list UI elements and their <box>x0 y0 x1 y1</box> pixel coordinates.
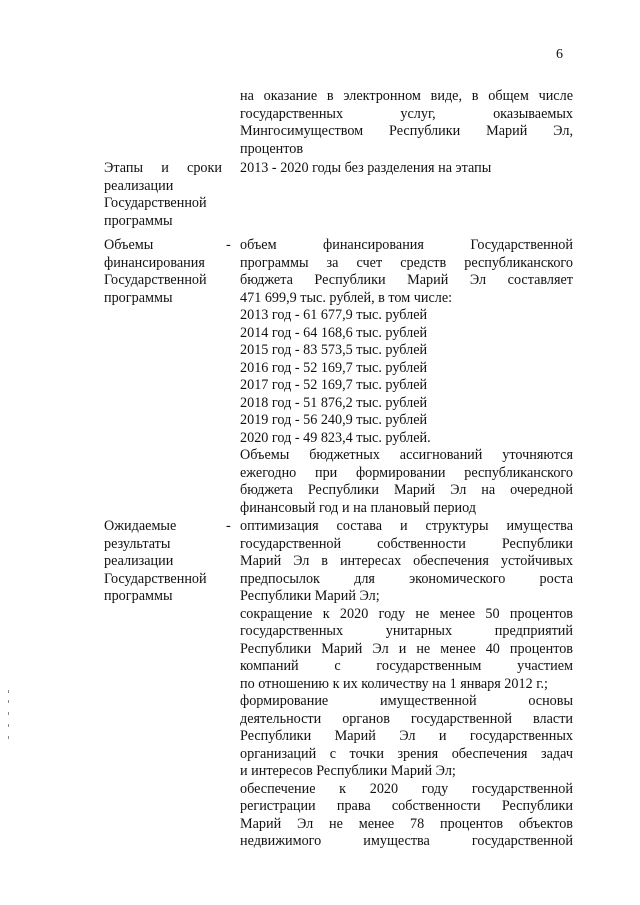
text-line: Республики Марий Эл и государственных <box>240 728 573 744</box>
label-line: финансирования <box>104 254 205 271</box>
text-line: Марий Эл в интересах обеспечения устойчивых <box>240 553 573 569</box>
continuation-text <box>240 88 573 158</box>
scan-mark <box>8 690 9 693</box>
text-line: деятельности органов государственной власти <box>240 710 573 727</box>
stages-value <box>240 160 573 178</box>
text-line: недвижимого имущества государственной <box>240 833 573 849</box>
text-line: объем финансирования Государственной <box>240 237 573 253</box>
scan-mark <box>8 736 9 739</box>
financing-label <box>104 237 222 307</box>
text-line: финансовый год и на плановый период <box>240 499 477 516</box>
text-line: государственной собственности Республики <box>240 535 573 552</box>
text-line: 471 699,9 тыс. рублей, в том числе: <box>240 289 453 306</box>
text-line: бюджета Республики Марий Эл на очередной <box>240 482 573 498</box>
label-line: Государственной <box>104 272 207 288</box>
label-line: Государственной <box>104 195 207 211</box>
label-line: программы <box>104 212 173 229</box>
text-line: на оказание в электронном виде, в общем числе <box>240 88 573 104</box>
text-line: Мингосимуществом Республики Марий Эл, <box>240 123 573 139</box>
label-line: реализации <box>104 177 174 194</box>
label-line: Ожидаемые <box>104 518 177 534</box>
scan-mark <box>8 712 9 715</box>
text-line: 2014 год - 64 168,6 тыс. рублей <box>240 324 428 341</box>
text-line: формирование имущественной основы <box>240 693 573 709</box>
stages-label <box>104 160 222 230</box>
financing-dash: - <box>226 237 231 253</box>
text-line: государственных услуг, оказываемых <box>240 105 573 122</box>
text-line: компаний с государственным участием <box>240 658 573 674</box>
text-line: 2013 - 2020 годы без разделения на этапы <box>240 160 492 176</box>
text-line: ежегодно при формировании республиканского <box>240 464 573 481</box>
text-line: обеспечение к 2020 году государственной <box>240 780 573 797</box>
financing-value <box>240 237 573 517</box>
text-line: 2017 год - 52 169,7 тыс. рублей <box>240 377 428 393</box>
text-line: оптимизация состава и структуры имущества <box>240 518 573 534</box>
label-line: программы <box>104 588 173 604</box>
text-line: 2016 год - 52 169,7 тыс. рублей <box>240 359 428 376</box>
text-line: программы за счет средств республиканского <box>240 254 573 271</box>
text-line: 2013 год - 61 677,9 тыс. рублей <box>240 307 428 323</box>
text-line: сокращение к 2020 году не менее 50 процентов <box>240 605 573 622</box>
results-dash: - <box>226 518 231 534</box>
text-line: 2020 год - 49 823,4 тыс. рублей. <box>240 429 431 446</box>
text-line: процентов <box>240 140 304 157</box>
label-line: Объемы <box>104 237 154 253</box>
text-line: по отношению к их количеству на 1 января 2012 г.; <box>240 675 548 692</box>
text-line: предпосылок для экономического роста <box>240 570 573 587</box>
label-line: Государственной <box>104 570 207 587</box>
text-line: 2019 год - 56 240,9 тыс. рублей <box>240 412 428 428</box>
text-line: Республики Марий Эл; <box>240 588 380 604</box>
label-line: результаты <box>104 535 171 552</box>
label-line: программы <box>104 289 173 306</box>
scan-mark <box>8 724 9 727</box>
scan-mark <box>8 700 9 703</box>
text-line: организаций с точки зрения обеспечения задач <box>240 745 573 762</box>
text-line: Объемы бюджетных ассигнований уточняются <box>240 447 573 463</box>
results-value <box>240 518 573 851</box>
text-line: и интересов Республики Марий Эл; <box>240 763 456 779</box>
page-number: 6 <box>556 47 563 62</box>
text-line: регистрации права собственности Республики <box>240 798 573 814</box>
text-line: государственных унитарных предприятий <box>240 623 573 639</box>
text-line: 2015 год - 83 573,5 тыс. рублей <box>240 342 428 358</box>
results-label <box>104 518 222 606</box>
text-line: Марий Эл не менее 78 процентов объектов <box>240 815 573 832</box>
label-line: реализации <box>104 553 174 569</box>
text-line: бюджета Республики Марий Эл составляет <box>240 272 573 288</box>
label-line: Этапы и сроки <box>104 160 222 176</box>
text-line: 2018 год - 51 876,2 тыс. рублей <box>240 394 428 411</box>
text-line: Республики Марий Эл и не менее 40 процентов <box>240 640 573 657</box>
